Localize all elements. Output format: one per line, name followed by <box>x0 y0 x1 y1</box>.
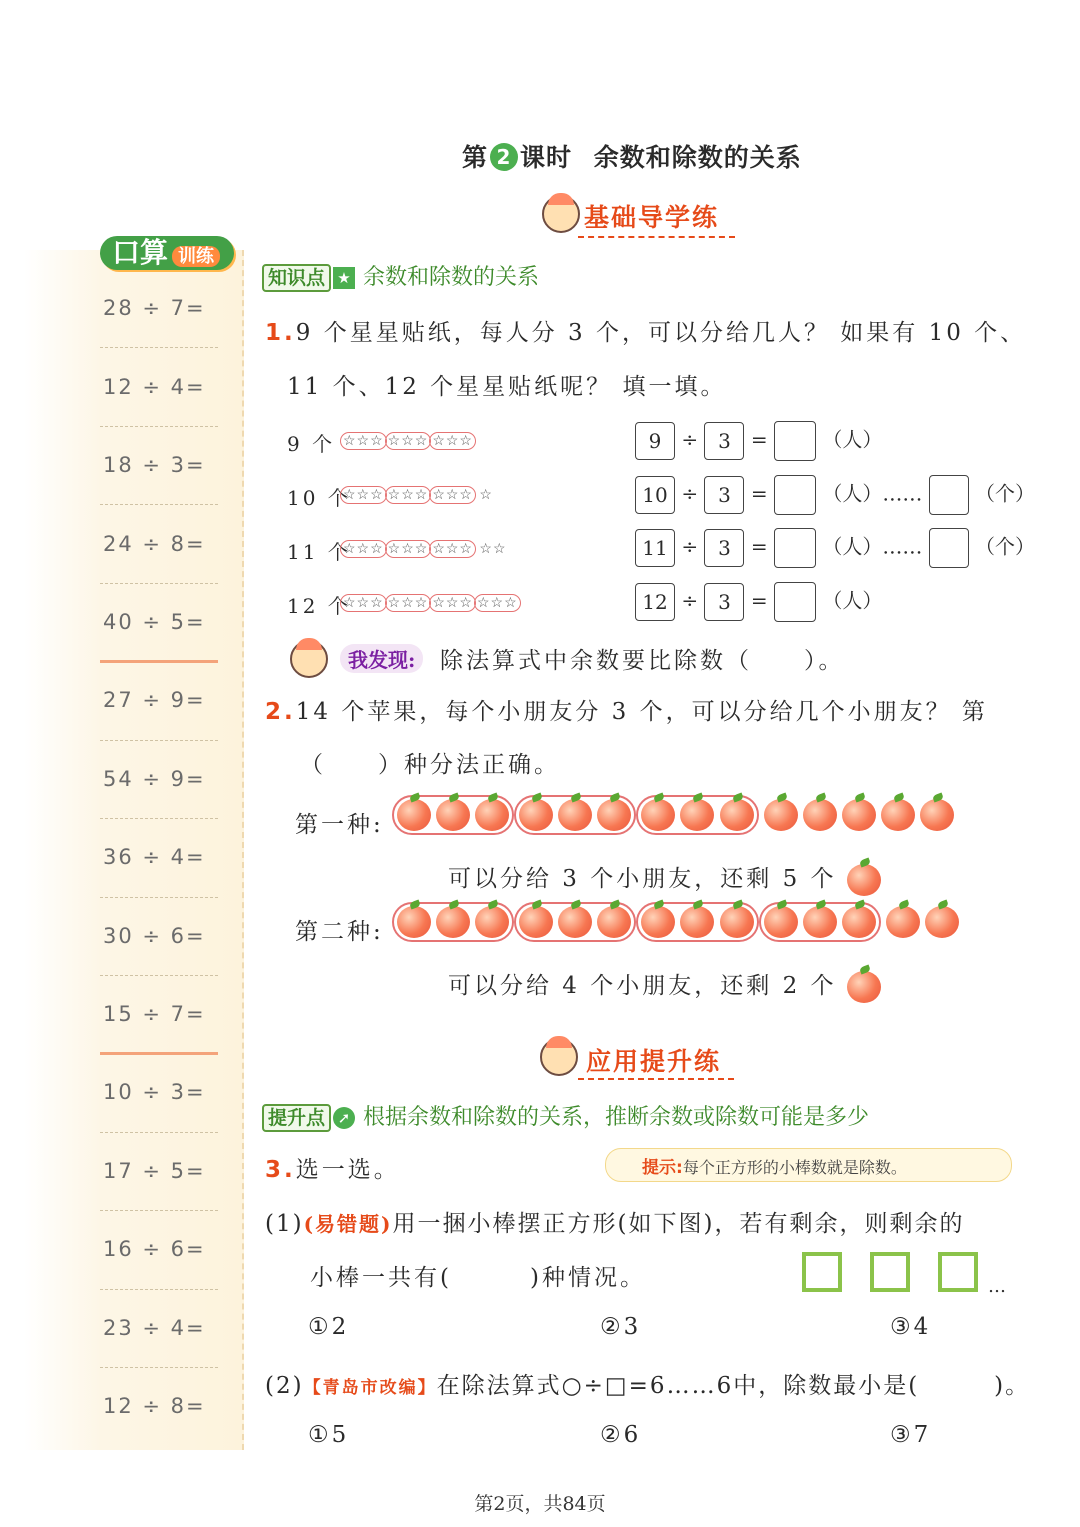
oral-item: 54 ÷ 9= <box>103 767 206 791</box>
oral-item: 30 ÷ 6= <box>103 924 206 948</box>
oral-item: 36 ÷ 4= <box>103 845 206 869</box>
kid-mascot-icon <box>540 1038 578 1080</box>
lesson-topic: 余数和除数的关系 <box>593 143 802 172</box>
oral-separator <box>100 1367 218 1368</box>
kid-mascot-icon <box>542 195 580 237</box>
q2-line1 <box>265 693 988 726</box>
q3-p2-number: (2) <box>265 1373 304 1399</box>
dividend-box: 12 <box>635 583 675 621</box>
oral-separator <box>100 426 218 427</box>
divide-sign: ÷ <box>681 534 699 559</box>
hint-label: 提示: <box>642 1158 683 1178</box>
oral-item: 16 ÷ 6= <box>103 1237 206 1261</box>
hint-text: 每个正方形的小棒数就是除数。 <box>682 1158 907 1177</box>
q3-p1-tag: (易错题) <box>303 1212 393 1236</box>
discover-label: 我发现: <box>340 644 423 673</box>
answer-box[interactable] <box>774 528 816 568</box>
q3-p1-line1 <box>265 1205 964 1238</box>
star-stickers-row: ☆☆☆ ☆☆☆ ☆☆☆ <box>340 432 474 450</box>
oral-separator <box>100 1132 218 1133</box>
oral-item: 15 ÷ 7= <box>103 1002 206 1026</box>
oral-item: 28 ÷ 7= <box>103 296 206 320</box>
oral-item: 18 ÷ 3= <box>103 453 206 477</box>
q3-p1-option-1[interactable]: ①2 <box>308 1314 350 1340</box>
knowledge-point-header <box>262 260 539 292</box>
oral-separator <box>100 818 218 819</box>
unit-text: （人）…… <box>822 534 923 559</box>
divide-sign: ÷ <box>681 588 699 613</box>
q3-p1-option-3[interactable]: ③4 <box>890 1314 932 1340</box>
dividend-box: 11 <box>635 529 675 567</box>
divide-sign: ÷ <box>681 481 699 506</box>
lesson-prefix: 第 <box>462 143 489 172</box>
q3-p2-option-1[interactable]: ①5 <box>308 1422 350 1448</box>
upgrade-tag: 提升点 <box>262 1104 331 1132</box>
q3-p2-option-2[interactable]: ②6 <box>600 1422 642 1448</box>
oral-item: 40 ÷ 5= <box>103 610 206 634</box>
oral-separator <box>100 975 218 976</box>
dividend-box: 10 <box>635 476 675 514</box>
q2-line2: （ ）种分法正确。 <box>300 752 560 778</box>
oral-item: 17 ÷ 5= <box>103 1159 206 1183</box>
oral-badge-sub: 训练 <box>172 246 220 267</box>
q1-equation <box>635 582 882 622</box>
way1-caption <box>448 860 881 896</box>
answer-box[interactable] <box>774 421 816 461</box>
stick-square <box>802 1252 842 1292</box>
oral-item: 10 ÷ 3= <box>103 1080 206 1104</box>
oral-separator <box>100 504 218 505</box>
q3-p2-tag: 【青岛市改编】 <box>303 1378 437 1398</box>
upgrade-title: 根据余数和除数的关系，推断余数或除数可能是多少 <box>363 1105 870 1130</box>
way1-apples <box>392 795 954 835</box>
knowledge-tag: 知识点 <box>262 264 331 292</box>
q1-row-label: 12 个 <box>287 594 351 618</box>
stick-square <box>938 1252 978 1292</box>
oral-separator <box>100 1052 218 1055</box>
star-stickers-row: ☆☆☆ ☆☆☆ ☆☆☆ ☆☆ <box>340 540 507 558</box>
q1-equation <box>635 475 1035 515</box>
sidebar-divider <box>242 250 244 1450</box>
divisor-box: 3 <box>704 476 744 514</box>
equals-sign: = <box>750 588 768 613</box>
q2-text: 14 个苹果，每个小朋友分 3 个，可以分给几个小朋友？ 第 <box>295 699 988 725</box>
q3-p2-line <box>265 1367 1030 1400</box>
stick-square <box>870 1252 910 1292</box>
unit-text: （人）…… <box>822 481 923 506</box>
star-stickers-row: ☆☆☆ ☆☆☆ ☆☆☆ ☆☆☆ <box>340 594 519 612</box>
q3-number: 3. <box>265 1157 296 1183</box>
arrow-up-icon: ➚ <box>333 1107 355 1129</box>
q3-p1-option-2[interactable]: ②3 <box>600 1314 642 1340</box>
explorer-kid-icon <box>290 640 328 682</box>
apple-icon <box>847 971 881 1003</box>
oral-separator <box>100 740 218 741</box>
way1-caption-text: 可以分给 3 个小朋友，还剩 5 个 <box>448 866 837 892</box>
star-stickers-row: ☆☆☆ ☆☆☆ ☆☆☆ ☆ <box>340 486 493 504</box>
remainder-box[interactable] <box>929 475 969 515</box>
q1-equation <box>635 528 1035 568</box>
oral-item: 24 ÷ 8= <box>103 532 206 556</box>
q1-line1 <box>265 314 1026 347</box>
q1-text: 9 个星星贴纸，每人分 3 个，可以分给几人？ 如果有 10 个、 <box>295 320 1027 346</box>
page-footer: 第2页，共84页 <box>474 1493 606 1515</box>
section-basic-underline <box>578 236 735 238</box>
q3-p2-text: 在除法算式○÷□=6……6中，除数最小是( )。 <box>436 1373 1031 1399</box>
q3-title <box>265 1151 400 1184</box>
oral-badge-label: 口算 <box>112 236 169 269</box>
oral-item: 27 ÷ 9= <box>103 688 206 712</box>
lesson-number-badge: 2 <box>490 143 518 171</box>
oral-separator <box>100 897 218 898</box>
q3-p2-option-3[interactable]: ③7 <box>890 1422 932 1448</box>
oral-training-badge <box>100 236 234 270</box>
q1-line2: 11 个、12 个星星贴纸呢？ 填一填。 <box>287 374 727 400</box>
q1-row-label: 10 个 <box>287 486 351 510</box>
unit-text: （个） <box>975 481 1036 506</box>
q2-number: 2. <box>265 699 296 725</box>
oral-item: 12 ÷ 8= <box>103 1394 206 1418</box>
unit-text: （人） <box>822 427 883 452</box>
equals-sign: = <box>750 481 768 506</box>
hint-content <box>642 1153 907 1178</box>
divisor-box: 3 <box>704 583 744 621</box>
q1-equation <box>635 421 882 461</box>
oral-separator <box>100 1210 218 1211</box>
q1-number: 1. <box>265 320 296 346</box>
apple-icon <box>847 864 881 896</box>
lesson-suffix: 课时 <box>520 143 573 172</box>
q3-title-text: 选一选。 <box>295 1157 400 1183</box>
oral-item: 12 ÷ 4= <box>103 375 206 399</box>
answer-box[interactable] <box>774 582 816 622</box>
upgrade-point-header <box>262 1100 869 1132</box>
way2-label: 第二种: <box>295 919 384 945</box>
remainder-box[interactable] <box>929 528 969 568</box>
unit-text: （个） <box>975 534 1036 559</box>
oral-separator <box>100 660 218 663</box>
sticks-ellipsis: … <box>988 1276 1006 1297</box>
oral-separator <box>100 347 218 348</box>
star-icon: ★ <box>333 267 355 289</box>
section-applied-underline <box>578 1078 734 1080</box>
dividend-box: 9 <box>635 422 675 460</box>
way1-label: 第一种: <box>295 812 384 838</box>
way2-apples <box>392 902 959 942</box>
q3-p1-number: (1) <box>265 1211 304 1237</box>
answer-box[interactable] <box>774 475 816 515</box>
section-basic-heading: 基础导学练 <box>584 203 720 232</box>
sticks-squares-figure <box>802 1252 1006 1297</box>
q3-p1-text1: 用一捆小棒摆正方形(如下图)，若有剩余，则剩余的 <box>392 1211 965 1237</box>
q3-p1-line2: 小棒一共有( )种情况。 <box>310 1265 646 1291</box>
q1-row-label: 9 个 <box>287 432 336 456</box>
divisor-box: 3 <box>704 422 744 460</box>
q1-row-label: 11 个 <box>287 540 351 564</box>
oral-separator <box>100 1289 218 1290</box>
discover-text: 除法算式中余数要比除数（ ）。 <box>440 648 845 674</box>
divide-sign: ÷ <box>681 427 699 452</box>
equals-sign: = <box>750 534 768 559</box>
equals-sign: = <box>750 427 768 452</box>
way2-caption-text: 可以分给 4 个小朋友，还剩 2 个 <box>448 973 837 999</box>
knowledge-title: 余数和除数的关系 <box>363 265 540 290</box>
lesson-title <box>462 138 802 174</box>
oral-item: 23 ÷ 4= <box>103 1316 206 1340</box>
unit-text: （人） <box>822 588 883 613</box>
oral-separator <box>100 583 218 584</box>
section-applied-heading: 应用提升练 <box>586 1047 722 1076</box>
divisor-box: 3 <box>704 529 744 567</box>
way2-caption <box>448 967 881 1003</box>
